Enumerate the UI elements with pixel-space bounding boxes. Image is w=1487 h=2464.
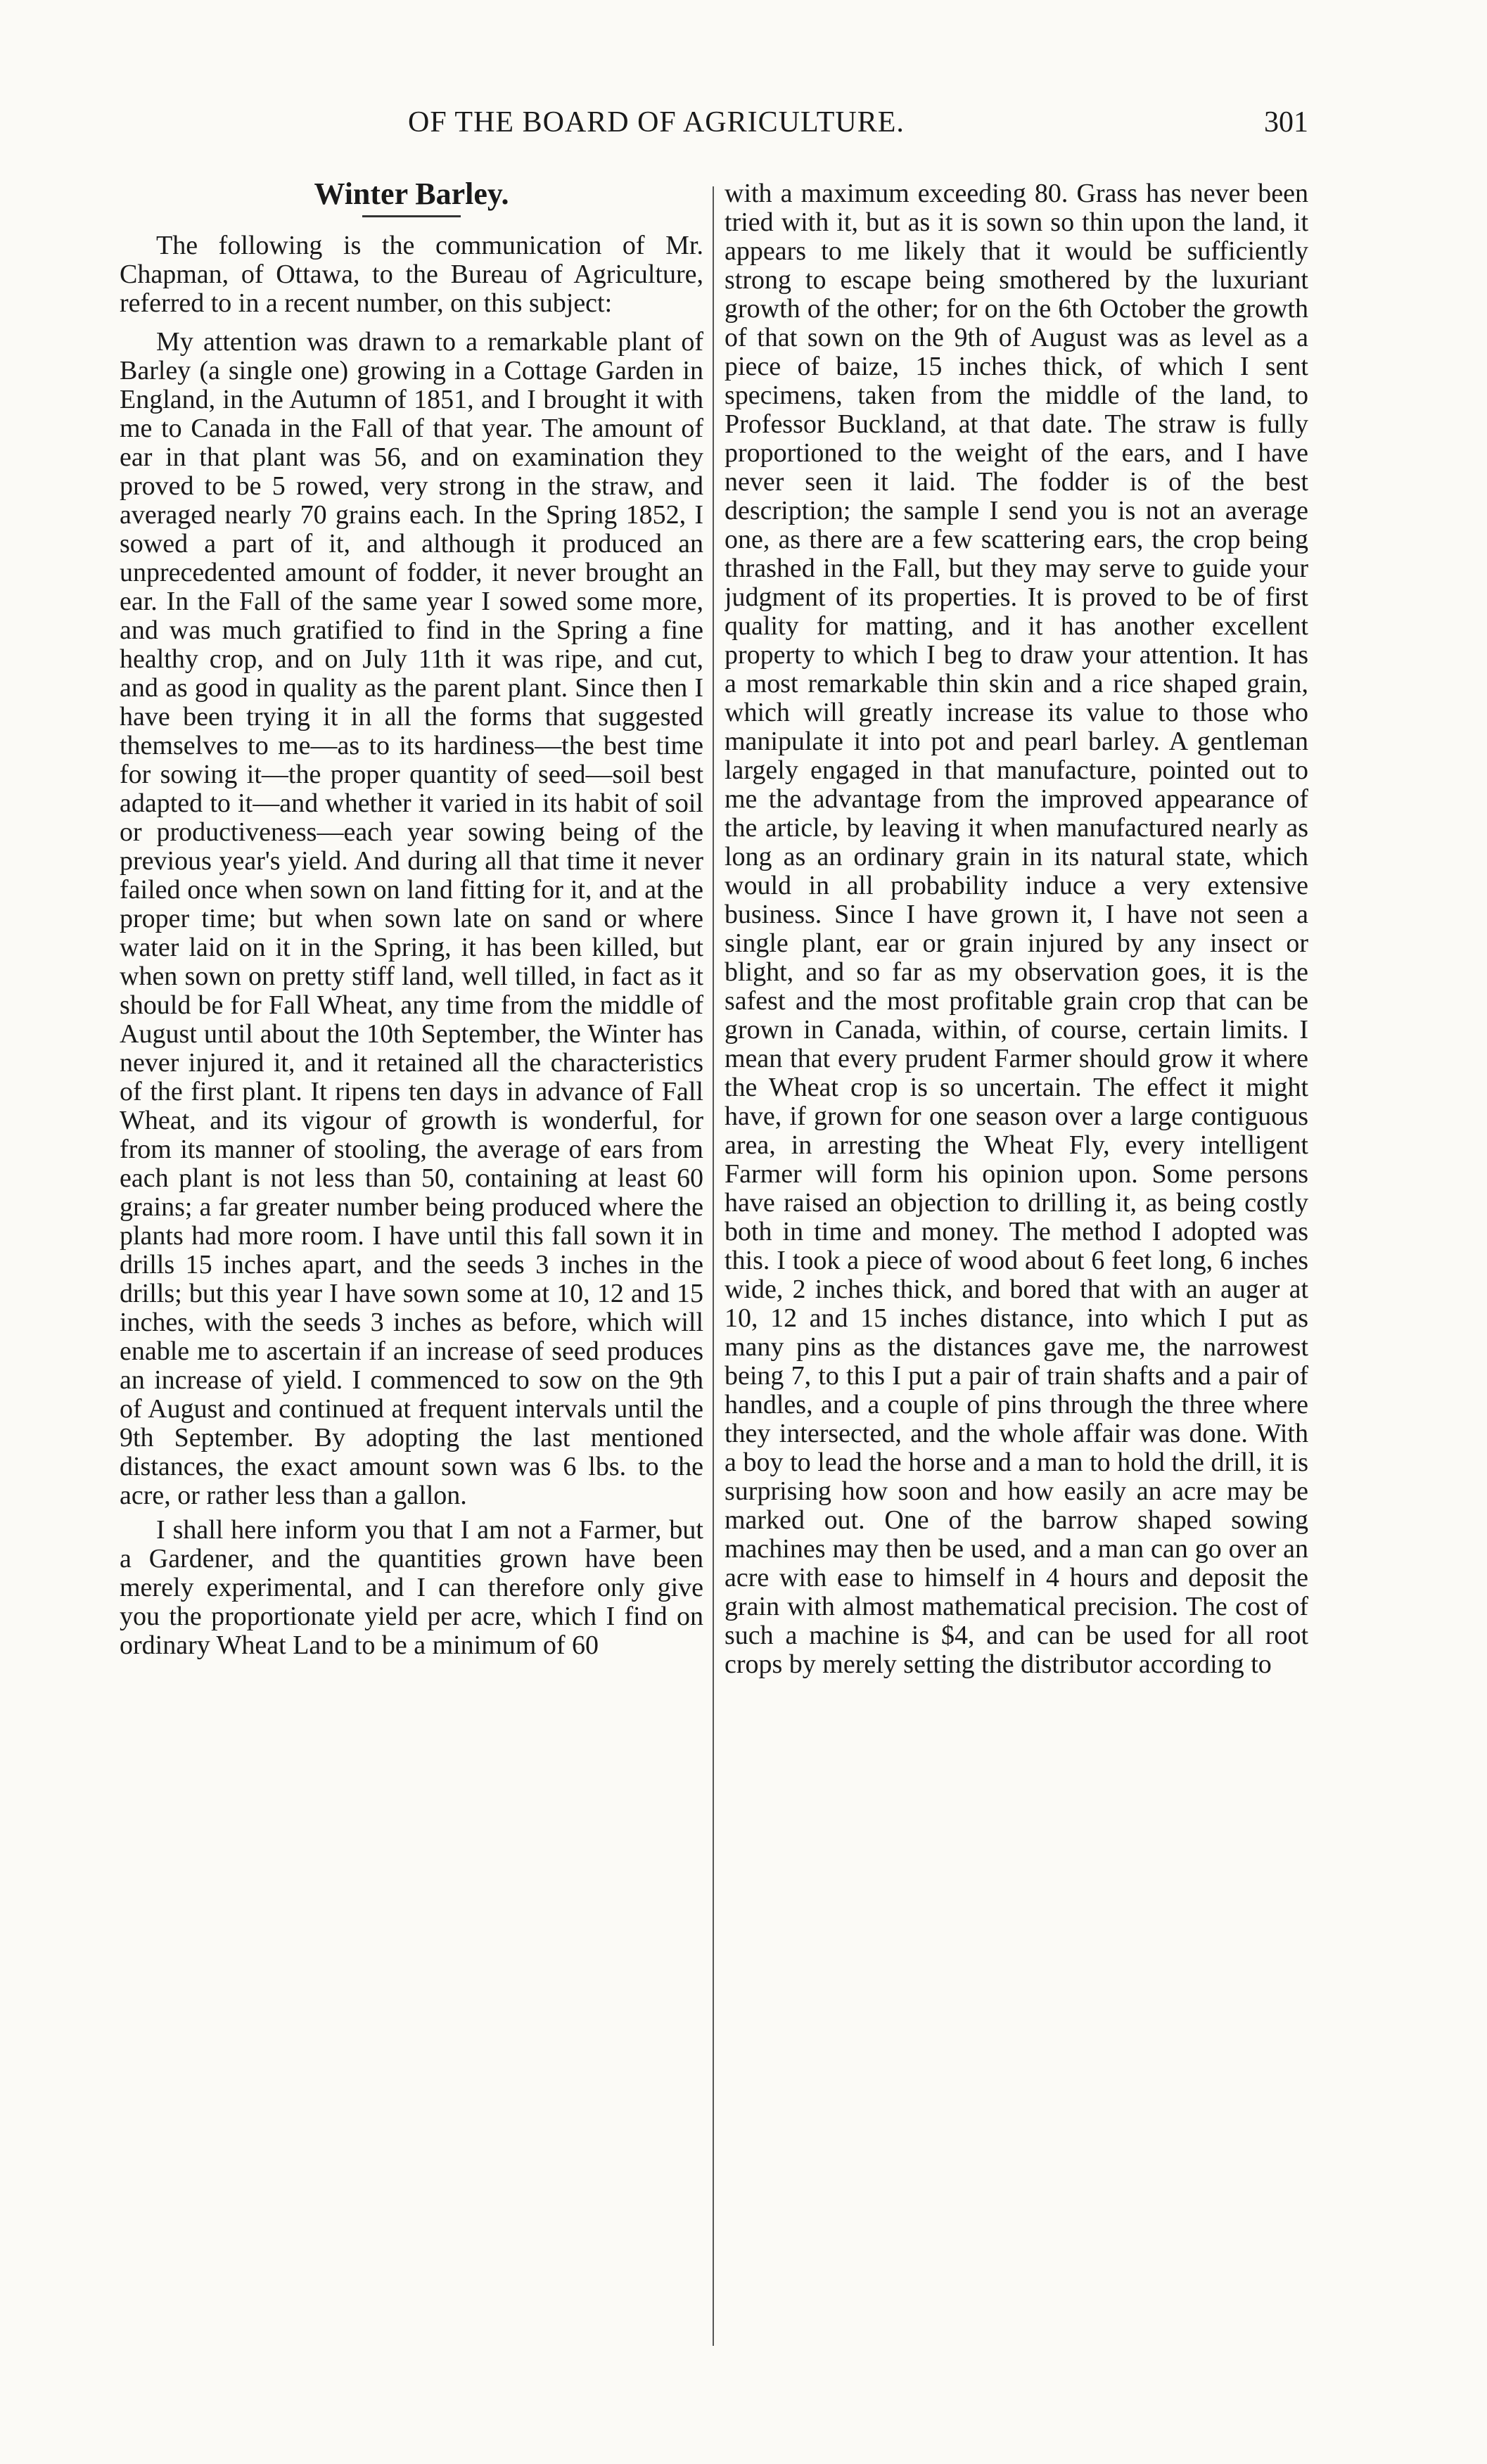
right-column xyxy=(725,179,1308,2346)
running-header xyxy=(120,106,1308,155)
body-paragraph: My attention was drawn to a remarkable plant of Barley (a single one) growing in a Cottage Garden in England, in the Autumn of 1851, and I brought it with me to Canada in the Fall of that year. The amount of ear in that plant was 56, and on examination they proved to be 5 rowed, very strong in the straw, and averaged nearly 70 grains each. In the Spring 1852, I sowed a part of it, and although it produced an unprecedented amount of fodder, it never brought an ear. In the Fall of the same year I sowed some more, and was much gratified to find in the Spring a fine healthy crop, and on July 11th it was ripe, and cut, and as good in quality as the parent plant. Since then I have been trying it in all the forms that suggested themselves to me—as to its hardiness—the best time for sowing it—the proper quantity of seed—soil best adapted to it—and whether it varied in its habit of soil or productiveness—each year sowing being of the previous year's yield. And during all that time it never failed once when sown on land fitting for it, and at the proper time; but when sown late on sand or where water laid on it in the Spring, it has been killed, but when sown on pretty stiff land, well tilled, in fact as it should be for Fall Wheat, any time from the middle of August until about the 10th September, the Winter has never injured it, and it retained all the characteristics of the first plant. It ripens ten days in advance of Fall Wheat, and its vigour of growth is wonderful, for from its manner of stooling, the average of ears from each plant is not less than 50, containing at least 60 grains; a far greater number being produced where the plants had more room. I have until this fall sown it in drills 15 inches apart, and the seeds 3 inches in the drills; but this year I have sown some at 10, 12 and 15 inches, with the seeds 3 inches as before, which will enable me to ascertain if an increase of seed produces an increase of yield. I commenced to sow on the 9th of August and continued at frequent intervals until the 9th September. By adopting the last mentioned distances, the exact amount sown was 6 lbs. to the acre, or rather less than a gallon. xyxy=(120,327,703,1510)
article-title: Winter Barley. xyxy=(314,179,509,211)
title-rule xyxy=(362,215,461,217)
running-title: OF THE BOARD OF AGRICULTURE. xyxy=(408,106,905,139)
body-paragraph: I shall here inform you that I am not a Farmer, but a Gardener, and the quantities grown have been merely experimental, and I can therefore only give you the proportionate yield per acre, which I find on ordinary Wheat Land to be a minimum of 60 xyxy=(120,1515,703,1660)
page-number: 301 xyxy=(1264,106,1308,139)
left-column xyxy=(120,179,703,2346)
column-divider xyxy=(713,186,714,2346)
body-paragraph: with a maximum exceeding 80. Grass has never been tried with it, but as it is sown so thin upon the land, it appears to me likely that it would be sufficiently strong to escape being smothered by the luxuriant growth of the other; for on the 6th October the growth of that sown on the 9th of August was as level as a piece of baize, 15 inches thick, of which I sent specimens, taken from the middle of the land, to Professor Buckland, at that date. The straw is fully proportioned to the weight of the ears, and I have never seen it laid. The fodder is of the best description; the sample I send you is not an average one, as there are a few scattering ears, the crop being thrashed in the Fall, but they may serve to guide your judgment of its properties. It is proved to be of first quality for matting, and it has another excellent property to which I beg to draw your attention. It has a most remarkable thin skin and a rice shaped grain, which will greatly increase its value to those who manipulate it into pot and pearl barley. A gentleman largely engaged in that manufacture, pointed out to me the advantage from the improved appearance of the article, by leaving it when manufactured nearly as long as an ordinary grain in its natural state, which would in all probability induce a very extensive business. Since I have grown it, I have not seen a single plant, ear or grain injured by any insect or blight, and so far as my observation goes, it is the safest and the most profitable grain crop that can be grown in Canada, within, of course, certain limits. I mean that every prudent Farmer should grow it where the Wheat crop is so uncertain. The effect it might have, if grown for one season over a large contiguous area, in arresting the Wheat Fly, every intelligent Farmer will form his opinion upon. Some persons have raised an objection to drilling it, as being costly both in time and money. The method I adopted was this. I took a piece of wood about 6 feet long, 6 inches wide, 2 inches thick, and bored that with an auger at 10, 12 and 15 inches distance, into which I put as many pins as the distances gave me, the narrowest being 7, to this I put a pair of train shafts and a pair of handles, and a couple of pins through the three where they intersected, and the whole affair was done. With a boy to lead the horse and a man to hold the drill, it is surprising how soon and how easily an acre may be marked out. One of the barrow shaped sowing machines may then be used, and a man can go over an acre with ease to himself in 4 hours and deposit the grain with almost mathematical precision. The cost of such a machine is $4, and can be used for all root crops by merely setting the distributor according to xyxy=(725,179,1308,1679)
intro-paragraph: The following is the communication of Mr. Chapman, of Ottawa, to the Bureau of Agriculture, referred to in a recent number, on this subject: xyxy=(120,231,703,318)
